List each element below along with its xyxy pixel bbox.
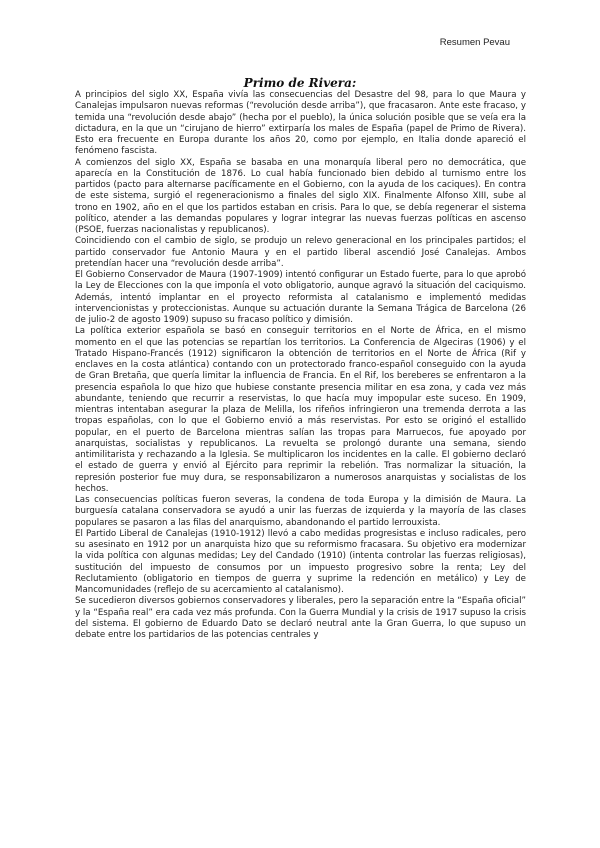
paragraph: El Gobierno Conservador de Maura (1907-1909) intentó configurar un Estado fuerte, para lo que aprobó la Ley de Elecciones con la que imponía el voto obligatorio, aunque agravó la situación del caciquismo. Además, intentó implantar en el proyecto reformista al catalanismo e implementó medidas intervencionistas y proteccionistas. Aunque su actuación durante la Semana Trágica de Barcelona (26 de julio-2 de agosto 1909) supuso su fracaso político y dimisión. [75,270,526,325]
paragraph: A principios del siglo XX, España vivía las consecuencias del Desastre del 98, para lo que Maura y Canalejas impulsaron nuevas reformas (“revolución desde arriba”), que fracasaron. Ante este fracaso, y temida una “revolución desde abajo” (hecha por el pueblo), la única solución posible que se veía era la dictadura, en la que un “cirujano de hierro” extirparía los males de España (papel de Primo de Rivera). Esto era frecuente en Europa durante los años 20, como por ejemplo, en Italia donde apareció el fenómeno fascista. [75,90,526,157]
paragraph: A comienzos del siglo XX, España se basaba en una monarquía liberal pero no democrática, que aparecía en la Constitución de 1876. Lo cual había funcionado bien debido al turnismo entre los partidos (pacto para alternarse pacíficamente en el Gobierno, con la ayuda de los caciques). En contra de este sistema, surgió el regeneracionismo a finales del siglo XIX. Finalmente Alfonso XIII, sube al trono en 1902, año en el que los partidos estaban en crisis. Para lo que, se debía regenerar el sistema político, atender a las demandas populares y lograr integrar las nuevas fuerzas políticas en ascenso (PSOE, fuerzas nacionalistas y republicanos). [75,157,526,235]
paragraph: La política exterior española se basó en conseguir territorios en el Norte de África, en el mismo momento en el que las potencias se repartían los territorios. La Conferencia de Algeciras (1906) y el Tratado Hispano-Francés (1912) significaron la obtención de territorios en el Norte de África (Rif y enclaves en la costa atlántica) contando con un protectorado franco-español conseguido con la ayuda de Gran Bretaña, que quería limitar la influencia de Francia. En el Rif, los bereberes se enfrentaron a la presencia española lo que hizo que hubiese constante presencia militar en esa zona, y cada vez más abundante, teniendo que recurrir a reservistas, lo que hacía muy impopular este suceso. En 1909, mientras intentaban asegurar la plaza de Melilla, los rifeños infringieron una tremenda derrota a las tropas españolas, con lo que el Gobierno envió a más reservistas. Por esto se originó el estallido popular, en el puerto de Barcelona mientras salían las tropas para Marruecos, fue apoyado por anarquistas, socialistas y republicanos. La revuelta se prolongó durante una semana, siendo antimilitarista y rechazando a la Iglesia. Se multiplicaron los incidentes en la calle. El gobierno declaró el estado de guerra y envió al Ejército para reprimir la rebelión. Tras normalizar la situación, la represión posterior fue muy dura, se responsabilizaron a numerosos anarquistas y socialistas de los hechos. [75,326,526,494]
paragraph: Coincidiendo con el cambio de siglo, se produjo un relevo generacional en los principales partidos; el partido conservador fue Antonio Maura y en el partido liberal ascendió José Canalejas. Ambos pretendían hacer una “revolución desde arriba”. [75,236,526,269]
paragraph: Se sucedieron diversos gobiernos conservadores y liberales, pero la separación entre la “España oficial” y la “España real” era cada vez más profunda. Con la Guerra Mundial y la crisis de 1917 supuso la crisis del sistema. El gobierno de Eduardo Dato se declaró neutral ante la Gran Guerra, lo que supuso un debate entre los partidarios de las potencias centrales y [75,596,526,640]
document-title: Primo de Rivera: [243,76,357,90]
paragraph: Las consecuencias políticas fueron severas, la condena de toda Europa y la dimisión de Maura. La burguesía catalana conservadora se ayudó a unir las fuerzas de izquierda y la mayoría de las clases populares se pasaron a las filas del anarquismo, abandonando el partido lerrouxista. [75,495,526,528]
page-header: Resumen Pevau [439,37,510,48]
paragraph: El Partido Liberal de Canalejas (1910-1912) llevó a cabo medidas progresistas e incluso radicales, pero su asesinato en 1912 por un anarquista hizo que su reformismo fracasara. Su objetivo era modernizar la vida política con algunas medidas; Ley del Candado (1910) (intenta controlar las fuerzas religiosas), sustitución del impuesto de consumos por un impuesto progresivo sobre la renta; Ley del Reclutamiento (obligatorio en tiempos de guerra y suprime la redención en metálico) y Ley de Mancomunidades (reflejo de su acercamiento al catalanismo). [75,528,526,595]
document-body [75,90,526,641]
